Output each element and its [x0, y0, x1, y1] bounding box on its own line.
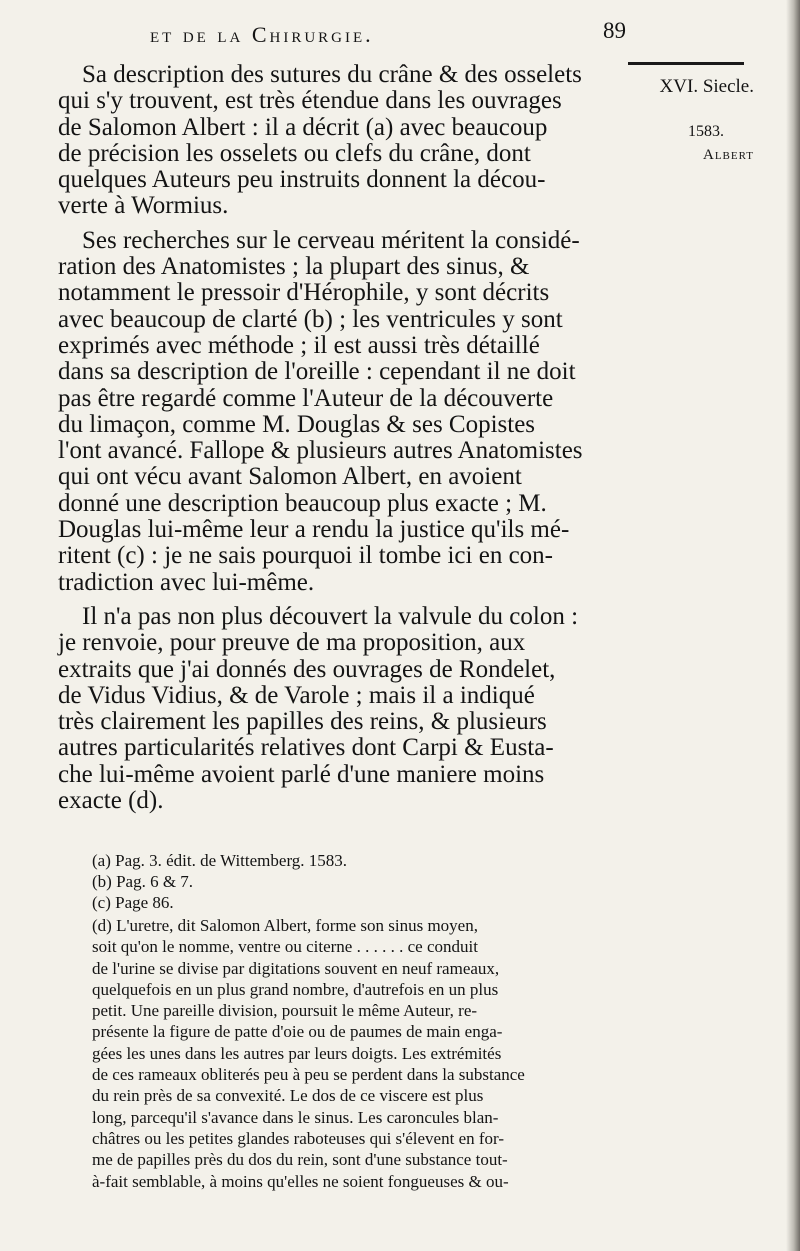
- text-line: qui ont vécu avant Salomon Albert, en avoient: [58, 463, 522, 491]
- text-line: avec beaucoup de clarté (b) ; les ventricules y sont: [58, 305, 563, 333]
- text-line: extraits que j'ai donnés des ouvrages de Rondelet,: [58, 655, 556, 683]
- text-line: quelques Auteurs peu instruits donnent la décou-: [58, 166, 546, 194]
- footnote-line: du rein près de sa convexité. Le dos de ce viscere est plus: [92, 1086, 484, 1106]
- footnote-line: de ces rameaux obliterés peu à peu se perdent dans la substance: [92, 1065, 525, 1085]
- text-line: du limaçon, comme M. Douglas & ses Copistes: [58, 410, 536, 438]
- footnote-line: à-fait semblable, à moins qu'elles ne soient fongueuses & ou-: [92, 1171, 509, 1191]
- footnote-line: (d) L'uretre, dit Salomon Albert, forme son sinus moyen,: [92, 916, 478, 935]
- text-line: dans sa description de l'oreille : cependant il ne doit: [58, 358, 576, 386]
- footnote-d: [92, 915, 640, 1192]
- text-line: très clairement les papilles des reins, & plusieurs: [58, 708, 547, 736]
- footnote-line: me de papilles près du dos du rein, sont d'une substance tout-: [92, 1150, 508, 1170]
- text-line: qui s'y trouvent, est très étendue dans les ouvrages: [58, 87, 562, 115]
- footnote-line: gées les unes dans les autres par leurs doigts. Les extrémités: [92, 1043, 502, 1063]
- text-line: tradiction avec lui-même.: [58, 568, 315, 596]
- footnote-line: présente la figure de patte d'oie ou de paumes de main enga-: [92, 1022, 503, 1042]
- text-line: je renvoie, pour preuve de ma proposition, aux: [58, 629, 526, 657]
- page-edge-shadow: [786, 0, 800, 1251]
- text-line: Sa description des sutures du crâne & des osselets: [82, 61, 582, 88]
- margin-author: Albert: [702, 147, 754, 163]
- text-line: Douglas lui-même leur a rendu la justice qu'ils mé-: [58, 516, 570, 544]
- running-header: [150, 18, 630, 50]
- text-line: notamment le pressoir d'Hérophile, y sont décrits: [58, 279, 550, 307]
- footnote-c: (c) Page 86.: [92, 893, 174, 912]
- main-text: [58, 62, 636, 822]
- text-line: l'ont avancé. Fallope & plusieurs autres Anatomistes: [58, 437, 583, 465]
- margin-rule: [628, 62, 744, 65]
- paragraph-cerveau: [58, 228, 636, 596]
- footnotes: [92, 850, 640, 1192]
- footnote-a: (a) Pag. 3. édit. de Wittemberg. 1583.: [92, 851, 348, 870]
- margin-note: [626, 70, 754, 164]
- footnote-line: quelquefois en un plus grand nombre, d'autrefois en un plus: [92, 979, 499, 999]
- text-line: de précision les osselets ou clefs du crâne, dont: [58, 139, 531, 167]
- text-line: donné une description beaucoup plus exacte ; M.: [58, 489, 547, 517]
- text-line: pas être regardé comme l'Auteur de la découverte: [58, 384, 554, 412]
- footnote-line: châtres ou les petites glandes raboteuses qui s'élevent en for-: [92, 1128, 505, 1148]
- text-line: ritent (c) : je ne sais pourquoi il tombe ici en con-: [58, 542, 553, 570]
- text-line: exprimés avec méthode ; il est aussi très détaillé: [58, 331, 540, 359]
- footnote-b: (b) Pag. 6 & 7.: [92, 872, 194, 891]
- text-line: autres particularités relatives dont Carpi & Eusta-: [58, 734, 554, 762]
- text-line: exacte (d).: [58, 787, 164, 815]
- paragraph-valvule: [58, 604, 636, 814]
- footnote-line: de l'urine se divise par digitations souvent en neuf rameaux,: [92, 958, 500, 978]
- text-line: de Vidus Vidius, & de Varole ; mais il a indiqué: [58, 681, 535, 709]
- text-line: Il n'a pas non plus découvert la valvule du colon :: [82, 602, 579, 630]
- text-line: de Salomon Albert : il a décrit (a) avec beaucoup: [58, 113, 548, 141]
- paragraph-sutures: [58, 62, 636, 220]
- margin-year: 1583.: [688, 123, 724, 140]
- footnote-line: petit. Une pareille division, poursuit le même Auteur, re-: [92, 1001, 478, 1021]
- text-line: Ses recherches sur le cerveau méritent la considé-: [82, 226, 580, 254]
- text-line: ration des Anatomistes ; la plupart des sinus, &: [58, 253, 530, 281]
- page-number: 89: [603, 18, 626, 43]
- text-line: verte à Wormius.: [58, 192, 229, 220]
- text-line: che lui-même avoient parlé d'une maniere moins: [58, 760, 545, 788]
- margin-century: XVI. Siecle.: [659, 76, 754, 97]
- header-title: et de la Chirurgie.: [150, 22, 374, 47]
- footnote-line: long, parcequ'il s'avance dans le sinus. Les caroncules blan-: [92, 1107, 499, 1127]
- footnote-line: soit qu'on le nomme, ventre ou citerne . . . . . . ce conduit: [92, 937, 478, 957]
